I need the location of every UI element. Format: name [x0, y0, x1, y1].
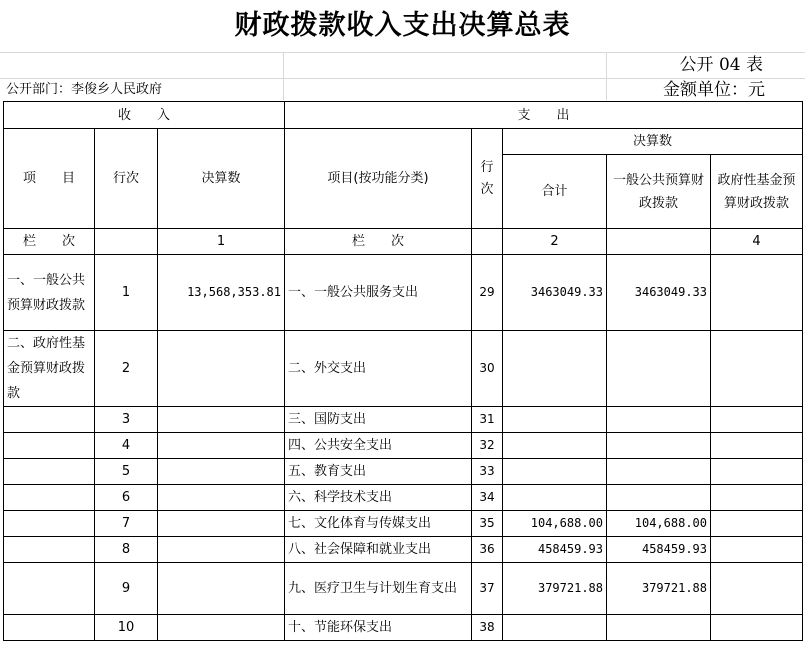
column-header-row — [4, 129, 803, 155]
table-row — [4, 563, 803, 615]
report-title: 财政拨款收入支出决算总表 — [0, 0, 805, 53]
amount-cell — [158, 407, 285, 433]
general-budget-cell: 458459.93 — [607, 537, 711, 563]
column-index-label: 栏 次 — [4, 229, 95, 255]
table-row — [4, 459, 803, 485]
col-header-total: 合计 — [503, 155, 607, 229]
amount-cell — [158, 433, 285, 459]
total-cell: 3463049.33 — [503, 255, 607, 331]
column-index-label: 栏 次 — [285, 229, 472, 255]
gov-fund-cell — [711, 511, 803, 537]
col-header-final-group: 决算数 — [503, 129, 803, 155]
col-header-item: 项 目 — [4, 129, 95, 229]
expense-item-cell: 七、文化体育与传媒支出 — [285, 511, 472, 537]
table-row — [4, 407, 803, 433]
expense-item-cell: 四、公共安全支出 — [285, 433, 472, 459]
table-row — [4, 485, 803, 511]
income-item-cell — [4, 433, 95, 459]
row-no-cell: 6 — [95, 485, 158, 511]
expense-item-cell: 五、教育支出 — [285, 459, 472, 485]
expense-item-cell: 六、科学技术支出 — [285, 485, 472, 511]
meta-row — [0, 78, 805, 101]
column-index-cell: 4 — [711, 229, 803, 255]
gov-fund-cell — [711, 407, 803, 433]
row-no-cell: 3 — [95, 407, 158, 433]
income-item-cell: 一、一般公共预算财政拨款 — [4, 255, 95, 331]
expense-item-cell: 三、国防支出 — [285, 407, 472, 433]
column-index-cell — [95, 229, 158, 255]
income-item-cell: 二、政府性基金预算财政拨款 — [4, 331, 95, 407]
amount-cell — [158, 615, 285, 641]
table-row — [4, 537, 803, 563]
income-item-cell — [4, 563, 95, 615]
total-cell — [503, 485, 607, 511]
row-no-cell: 33 — [472, 459, 503, 485]
gov-fund-cell — [711, 563, 803, 615]
department-label: 公开部门：李俊乡人民政府 — [6, 82, 163, 97]
income-item-cell — [4, 407, 95, 433]
general-budget-cell: 3463049.33 — [607, 255, 711, 331]
gov-fund-cell — [711, 433, 803, 459]
column-index-row — [4, 229, 803, 255]
gov-fund-cell — [711, 331, 803, 407]
general-budget-cell: 104,688.00 — [607, 511, 711, 537]
amount-cell — [158, 511, 285, 537]
row-no-cell: 9 — [95, 563, 158, 615]
row-no-cell: 36 — [472, 537, 503, 563]
row-no-cell: 29 — [472, 255, 503, 331]
total-cell: 458459.93 — [503, 537, 607, 563]
row-no-cell: 30 — [472, 331, 503, 407]
row-no-cell: 35 — [472, 511, 503, 537]
gov-fund-cell — [711, 485, 803, 511]
amount-cell — [158, 563, 285, 615]
table-row — [4, 511, 803, 537]
row-no-cell: 7 — [95, 511, 158, 537]
general-budget-cell — [607, 407, 711, 433]
income-item-cell — [4, 537, 95, 563]
col-header-gov-fund: 政府性基金预算财政拨款 — [711, 155, 803, 229]
row-no-cell: 4 — [95, 433, 158, 459]
total-cell: 379721.88 — [503, 563, 607, 615]
row-no-cell: 8 — [95, 537, 158, 563]
total-cell — [503, 433, 607, 459]
general-budget-cell — [607, 485, 711, 511]
total-cell — [503, 407, 607, 433]
expense-item-cell: 二、外交支出 — [285, 331, 472, 407]
row-no-cell: 31 — [472, 407, 503, 433]
total-cell — [503, 331, 607, 407]
gov-fund-cell — [711, 255, 803, 331]
total-cell: 104,688.00 — [503, 511, 607, 537]
expense-section-header: 支 出 — [285, 102, 803, 129]
section-header-row — [4, 102, 803, 129]
income-item-cell — [4, 459, 95, 485]
amount-cell: 13,568,353.81 — [158, 255, 285, 331]
expense-item-cell: 十、节能环保支出 — [285, 615, 472, 641]
income-item-cell — [4, 615, 95, 641]
income-item-cell — [4, 511, 95, 537]
income-section-header: 收 入 — [4, 102, 285, 129]
gov-fund-cell — [711, 615, 803, 641]
form-number: 公开 04 表 — [679, 55, 763, 75]
column-index-cell: 1 — [158, 229, 285, 255]
gov-fund-cell — [711, 537, 803, 563]
col-header-general-budget: 一般公共预算财政拨款 — [607, 155, 711, 229]
income-item-cell — [4, 485, 95, 511]
row-no-cell: 5 — [95, 459, 158, 485]
general-budget-cell — [607, 331, 711, 407]
table-row — [4, 433, 803, 459]
row-no-cell: 1 — [95, 255, 158, 331]
expense-item-cell: 一、一般公共服务支出 — [285, 255, 472, 331]
table-row — [4, 255, 803, 331]
col-header-item-func: 项目(按功能分类) — [285, 129, 472, 229]
total-cell — [503, 615, 607, 641]
budget-table — [3, 101, 803, 641]
column-index-cell — [472, 229, 503, 255]
total-cell — [503, 459, 607, 485]
col-header-row-no-2: 行次 — [472, 129, 503, 229]
amount-cell — [158, 459, 285, 485]
column-index-cell — [607, 229, 711, 255]
amount-cell — [158, 485, 285, 511]
table-row — [4, 615, 803, 641]
row-no-cell: 38 — [472, 615, 503, 641]
row-no-cell: 2 — [95, 331, 158, 407]
expense-item-cell: 九、医疗卫生与计划生育支出 — [285, 563, 472, 615]
amount-cell — [158, 537, 285, 563]
general-budget-cell — [607, 433, 711, 459]
general-budget-cell — [607, 615, 711, 641]
row-no-cell: 34 — [472, 485, 503, 511]
row-no-cell: 10 — [95, 615, 158, 641]
col-header-final-amount: 决算数 — [158, 129, 285, 229]
gov-fund-cell — [711, 459, 803, 485]
row-no-cell: 32 — [472, 433, 503, 459]
table-row — [4, 331, 803, 407]
general-budget-cell — [607, 459, 711, 485]
row-no-cell: 37 — [472, 563, 503, 615]
column-index-cell: 2 — [503, 229, 607, 255]
currency-unit-label: 金额单位：元 — [663, 80, 765, 100]
expense-item-cell: 八、社会保障和就业支出 — [285, 537, 472, 563]
col-header-row-no: 行次 — [95, 129, 158, 229]
general-budget-cell: 379721.88 — [607, 563, 711, 615]
amount-cell — [158, 331, 285, 407]
